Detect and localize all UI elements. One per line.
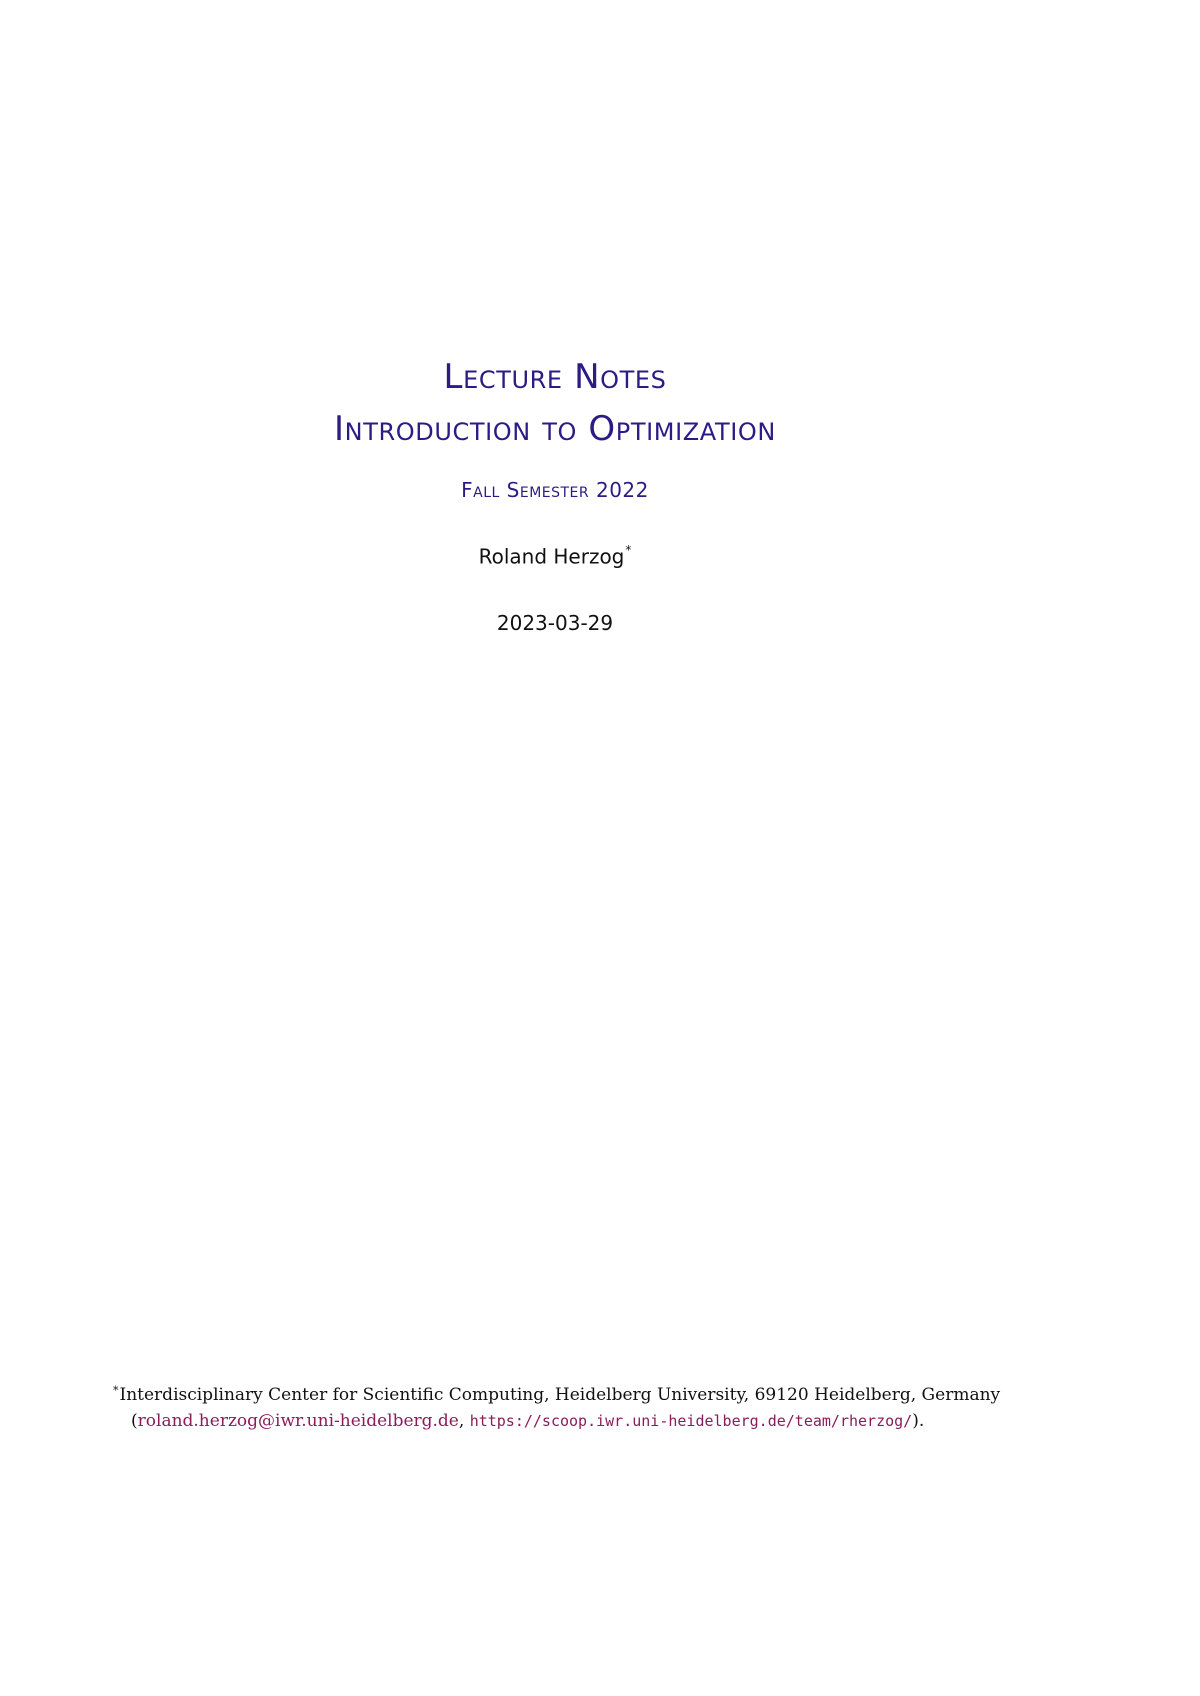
footnote-separator: , <box>458 1411 470 1431</box>
subtitle: Fall Semester 2022 <box>461 478 649 502</box>
title-block <box>0 357 1110 635</box>
footnote-mark: * <box>113 1384 119 1397</box>
email-link[interactable]: roland.herzog@iwr.uni-heidelberg.de <box>137 1411 459 1431</box>
title-line-2: Introduction to Optimization <box>334 409 776 449</box>
footnote-line-1 <box>113 1383 1093 1409</box>
date: 2023-03-29 <box>496 610 614 635</box>
author <box>0 543 1110 569</box>
homepage-link[interactable]: https://scoop.iwr.uni-heidelberg.de/team/rherzog/ <box>469 1412 913 1430</box>
author-name: Roland Herzog <box>478 544 625 569</box>
title-line-1: Lecture Notes <box>443 357 667 397</box>
footnote-open-paren: ( <box>131 1411 138 1431</box>
footnote-affiliation: Interdisciplinary Center for Scientific Computing, Heidelberg University, 69120 Heidelberg, Germany <box>119 1385 1001 1405</box>
footnote-line-2 <box>113 1409 1093 1434</box>
footnote-close: ). <box>912 1411 925 1431</box>
author-footnote-mark[interactable]: * <box>625 543 632 557</box>
footnote <box>113 1383 1093 1434</box>
